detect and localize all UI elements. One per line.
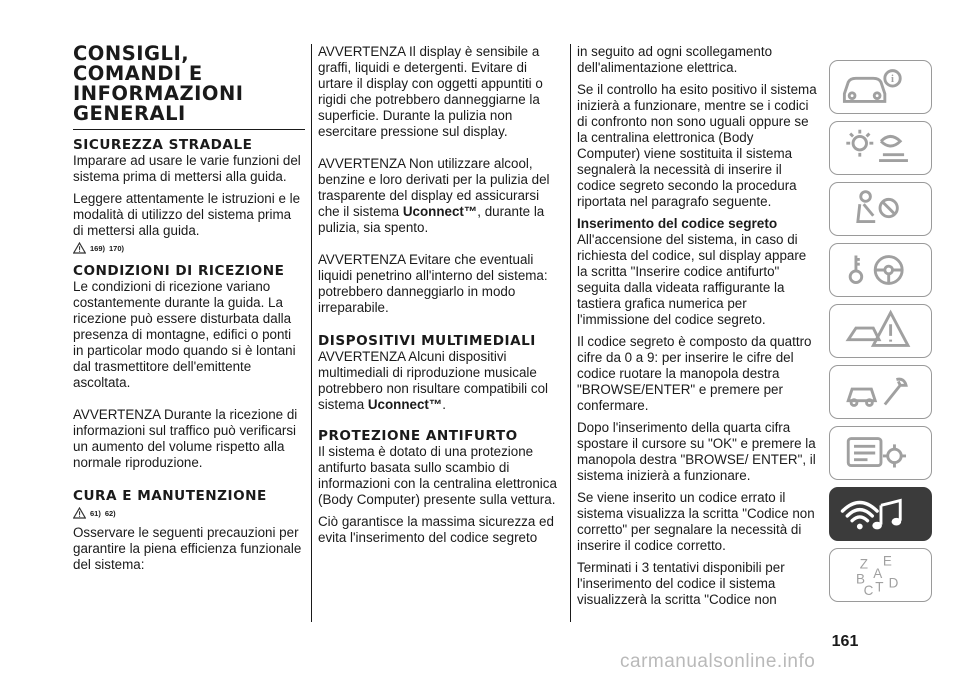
ref-note: 170) [109,243,125,253]
car-specs-icon [830,427,931,479]
paragraph: Dopo l'inserimento della quarta cifra spostare il cursore su "OK" e premere la manopola destra "BROWSE/ ENTER", il sistema inizierà a funzionare. [577,420,816,483]
column-divider [311,44,312,622]
paragraph: AVVERTENZA Il display è sensibile a graffi, liquidi e detergenti. Evitare di urtare il display con oggetti appuntiti o rigidi che potrebbero danneggiarne la superficie. Durante la pulizia non esercitare pressione sul display. [318,44,543,139]
heading-secret-code: Inserimento del codice segreto [577,216,778,231]
index-letter: E [882,553,892,569]
svg-text:i: i [891,74,895,86]
multimedia-icon [830,488,931,540]
paragraph: Le condizioni di ricezione variano costantemente durante la guida. La ricezione può essere disturbata dalla presenza di montagne, edifici o ponti in particolar modo quando si è lontani dal trasmettitore dell'emittente ascoltata. [73,279,296,390]
dashboard-lights-icon [830,122,931,174]
paragraph: Se viene inserito un codice errato il sistema visualizza la scritta "Codice non corretto" per segnalare la necessità di inserire il codice corretto. [577,490,815,553]
paragraph: AVVERTENZA Durante la ricezione di informazioni sul traffico può verificarsi un aumento del volume rispetto alla normale riproduzione. [73,407,298,470]
index-letter: B [855,571,865,587]
heading-road-safety: SICUREZZA STRADALE [73,137,253,153]
chapter-tab[interactable] [829,304,932,358]
index-letter: C [863,583,874,599]
ref-note: 62) [104,508,116,518]
key-steering-icon [830,244,931,296]
heading-antitheft: PROTEZIONE ANTIFURTO [318,428,518,444]
paragraph: AVVERTENZA Alcuni dispositivi multimediali di riproduzione musicale potrebbero non risultare compatibili col sistema Uconnect™. [318,349,548,412]
column-3 [577,44,817,608]
paragraph: Terminati i 3 tentativi disponibili per l'inserimento del codice il sistema visualizzerà la scritta "Codice non [577,560,785,607]
paragraph: Imparare ad usare le varie funzioni del sistema prima di mettersi alla guida. [73,153,301,184]
chapter-tab[interactable] [829,243,932,297]
paragraph: Il sistema è dotato di una protezione antifurto basata sullo scambio di informazioni con la centralina elettronica (Body Computer) presente sulla vettura. [318,444,557,507]
car-wrench-icon [830,366,931,418]
chapter-tab[interactable] [829,182,932,236]
chapter-tab[interactable] [829,60,932,114]
paragraph: Se il controllo ha esito positivo il sistema inizierà a funzionare, mentre se i codici di confronto non sono uguali oppure se la centralina elettronica (Body Computer) viene sostituita il sistema segnalerà la necessità di inserire il codice segreto secondo la procedura riportata nel paragrafo seguente. [577,82,817,209]
chapter-tab-active[interactable] [829,487,932,541]
index-letter: A [873,565,883,581]
warning-triangle-icon [73,507,86,519]
chapter-tab[interactable] [829,426,932,480]
warning-refs [73,242,305,254]
heading-multimedia: DISPOSITIVI MULTIMEDIALI [318,333,536,349]
car-info-icon [830,61,931,113]
chapter-title: CONSIGLI, COMANDI E INFORMAZIONI GENERALI [73,44,305,130]
warning-triangle-icon [830,305,931,357]
index-letter: T [875,579,884,595]
chapter-tab[interactable] [829,548,932,602]
page-number: 161 [831,633,859,650]
heading-care: CURA E MANUTENZIONE [73,488,267,504]
paragraph: in seguito ad ogni scollegamento dell'alimentazione elettrica. [577,44,773,75]
paragraph: Ciò garantisce la massima sicurezza ed evita l'inserimento del codice segreto [318,514,554,545]
paragraph: Leggere attentamente le istruzioni e le modalità di utilizzo del sistema prima di mettersi alla guida. [73,191,301,238]
heading-reception: CONDIZIONI DI RICEZIONE [73,263,285,279]
index-letter: Z [859,556,869,572]
paragraph: AVVERTENZA Non utilizzare alcool, benzine e loro derivati per la pulizia del trasparente del display ed assicurarsi che il sistema Uconnect™, durante la pulizia, sia spento. [318,156,550,235]
warning-refs [73,507,305,519]
index-letter: D [888,575,899,591]
paragraph: AVVERTENZA Evitare che eventuali liquidi penetrino all'interno del sistema: potrebbero danneggiarlo in modo irreparabile. [318,252,548,315]
alphabetical-index-icon [830,549,931,601]
seatbelt-airbag-icon [830,183,931,235]
warning-triangle-icon [73,242,86,254]
watermark: carmanualsonline.info [620,651,816,672]
ref-note: 61) [90,508,101,518]
ref-note: 169) [90,243,106,253]
column-2 [318,44,563,546]
paragraph: Osservare le seguenti precauzioni per garantire la piena efficienza funzionale del sistema: [73,525,302,572]
column-1 [73,44,305,573]
chapter-tab[interactable] [829,121,932,175]
chapter-tab[interactable] [829,365,932,419]
column-divider [570,44,571,622]
paragraph: All'accensione del sistema, in caso di richiesta del codice, sul display appare la scritta "Inserire codice antifurto" seguita dalla videata raffigurante la tastiera grafica numerica per l'immissione del codice segreto. [577,232,807,327]
paragraph: Il codice segreto è composto da quattro cifre da 0 a 9: per inserire le cifre del codice ruotare la manopola destra "BROWSE/ENTER" e premere per confermare. [577,334,812,413]
